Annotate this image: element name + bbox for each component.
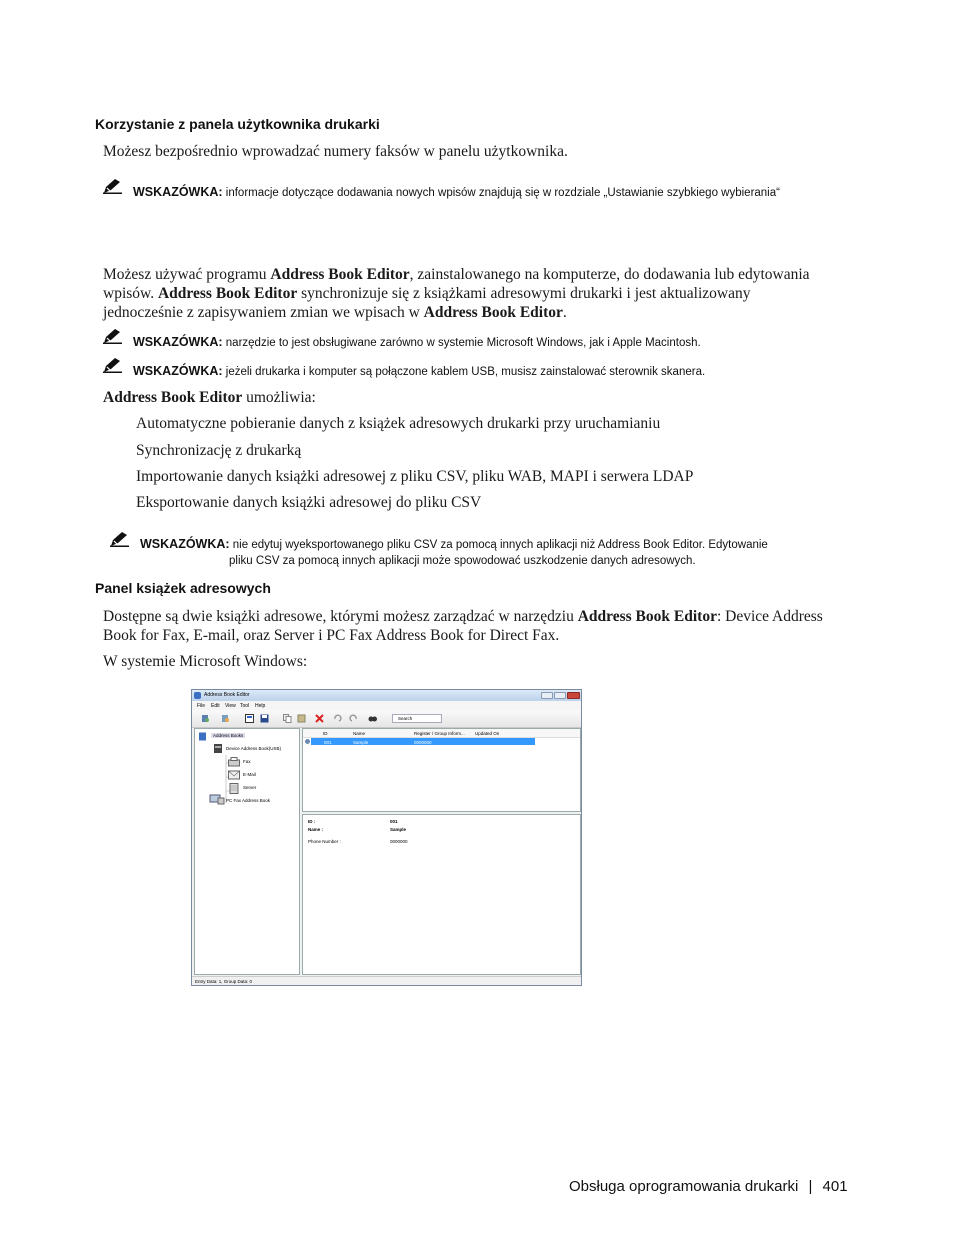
search-input[interactable] <box>392 714 442 723</box>
text: Możesz używać programu <box>103 266 271 283</box>
tree-node-address-books[interactable]: Address Books <box>213 733 244 738</box>
new-group-icon[interactable] <box>221 714 230 723</box>
find-icon[interactable] <box>368 714 377 723</box>
menu-edit[interactable]: Edit <box>211 703 220 709</box>
detail-id-label: ID : <box>308 819 316 824</box>
tree-node-device-address-book[interactable]: Device Address Book(USB) <box>226 746 282 751</box>
product-name: Address Book Editor <box>577 608 717 625</box>
fax-icon <box>228 757 240 767</box>
note-pencil-icon <box>103 357 123 373</box>
printer-icon <box>213 743 223 754</box>
tree-node-fax[interactable]: Fax <box>243 759 251 764</box>
text: : Device Address <box>716 608 823 625</box>
menu-file[interactable]: File <box>197 703 206 709</box>
detail-name-label: Name : <box>308 827 324 832</box>
text: wpisów. <box>103 285 158 302</box>
entry-type-icon <box>304 738 311 745</box>
text: . <box>562 304 567 321</box>
redo-icon[interactable] <box>349 714 358 723</box>
properties-icon[interactable] <box>245 714 254 723</box>
product-name: Address Book Editor <box>103 389 243 406</box>
note <box>140 536 768 553</box>
cell-name: Sample <box>353 739 369 745</box>
new-entry-icon[interactable] <box>201 714 210 723</box>
paragraph-line: Book for Fax, E-mail, oraz Server i PC Fax Address Book for Direct Fax. <box>103 627 560 644</box>
paragraph-line <box>103 303 567 322</box>
text: synchronizuje się z książkami adresowymi drukarki i jest aktualizowany <box>297 285 751 302</box>
column-header-updated[interactable]: Updated On <box>475 730 500 736</box>
section-heading-address-books: Panel książek adresowych <box>95 580 271 596</box>
tree-node-pc-fax-address-book[interactable]: PC Fax Address Book <box>226 798 271 803</box>
note-label: WSKAZÓWKA: <box>133 335 223 349</box>
server-icon <box>228 783 240 794</box>
product-name: Address Book Editor <box>157 285 298 302</box>
column-header-id[interactable]: ID <box>323 730 328 736</box>
detail-phone-value: 0000000 <box>390 839 408 844</box>
paragraph-line: W systemie Microsoft Windows: <box>103 653 308 670</box>
page-number: 401 <box>822 1178 848 1195</box>
table-row[interactable] <box>311 738 535 745</box>
menu-view[interactable]: View <box>225 703 236 709</box>
page-footer <box>569 1178 848 1195</box>
note-label: WSKAZÓWKA: <box>140 537 230 551</box>
menu-bar <box>192 701 581 710</box>
list-header <box>303 729 580 738</box>
cell-id: 001 <box>324 739 332 745</box>
save-icon[interactable] <box>260 714 269 723</box>
footer-title: Obsługa oprogramowania drukarki <box>569 1178 799 1195</box>
app-icon <box>194 692 201 699</box>
address-books-icon <box>198 732 207 741</box>
detail-name-value: Sample <box>390 827 407 832</box>
address-book-tree <box>194 728 300 975</box>
toolbar <box>192 710 581 728</box>
pc-fax-icon <box>209 794 225 805</box>
close-button[interactable] <box>567 692 580 699</box>
features-intro <box>103 388 316 407</box>
paragraph-line <box>103 607 823 626</box>
note <box>133 184 780 201</box>
text: Dostępne są dwie książki adresowe, którymi możesz zarządzać w narzędziu <box>103 608 578 625</box>
paste-icon[interactable] <box>297 714 306 723</box>
cell-register: 0000000 <box>414 739 432 745</box>
note-text: narzędzie to jest obsługiwane zarówno w systemie Microsoft Windows, jak i Apple Macintosh. <box>225 337 701 349</box>
text: , zainstalowanego na komputerze, do dodawania lub edytowania <box>409 266 810 283</box>
menu-tool[interactable]: Tool <box>240 703 250 709</box>
column-header-name[interactable]: Name <box>353 730 366 736</box>
product-name: Address Book Editor <box>423 304 563 321</box>
note <box>133 334 701 351</box>
note-pencil-icon <box>103 328 123 344</box>
copy-icon[interactable] <box>283 714 292 723</box>
paragraph-line <box>103 284 750 303</box>
entry-list <box>302 728 581 812</box>
note-label: WSKAZÓWKA: <box>133 364 223 378</box>
note-text: informacje dotyczące dodawania nowych wpisów znajdują się w rozdziale „Ustawianie szybkiego wybierania“ <box>225 187 780 199</box>
paragraph-line <box>103 265 810 284</box>
undo-icon[interactable] <box>333 714 342 723</box>
status-text: Entry Data: 1, Group Data: 0 <box>195 979 253 984</box>
note-text-continued: pliku CSV za pomocą innych aplikacji może spowodować uszkodzenie danych adresowych. <box>229 555 696 567</box>
list-item: Eksportowanie danych książki adresowej do pliku CSV <box>136 494 482 511</box>
status-bar <box>192 976 581 986</box>
maximize-button[interactable] <box>554 692 566 699</box>
note <box>133 363 705 380</box>
email-icon <box>228 770 240 780</box>
detail-id-value: 001 <box>390 819 398 824</box>
title-bar <box>192 690 581 701</box>
entry-detail-panel <box>302 814 581 975</box>
menu-help[interactable]: Help <box>255 703 266 709</box>
note-text: nie edytuj wyeksportowanego pliku CSV za pomocą innych aplikacji niż Address Book Editor. Edytowanie <box>232 539 768 551</box>
address-book-editor-window <box>191 689 582 986</box>
product-name: Address Book Editor <box>270 266 410 283</box>
column-header-register[interactable]: Register / Group Inform... <box>414 730 465 736</box>
section-heading-panel: Korzystanie z panela użytkownika drukarki <box>95 116 380 132</box>
note-pencil-icon <box>103 178 123 194</box>
text: umożliwia: <box>242 389 316 406</box>
note-text: jeżeli drukarka i komputer są połączone kablem USB, musisz zainstalować sterownik skanera. <box>225 366 706 378</box>
list-item: Automatyczne pobieranie danych z książek adresowych drukarki przy uruchamianiu <box>136 415 661 432</box>
note-pencil-icon <box>110 531 130 547</box>
tree-node-email[interactable]: E-Mail <box>243 772 256 777</box>
window-title: Address Book Editor <box>204 692 250 698</box>
detail-phone-label: Phone Number : <box>308 839 341 844</box>
note-label: WSKAZÓWKA: <box>133 185 223 199</box>
paragraph: Możesz bezpośrednio wprowadzać numery faksów w panelu użytkownika. <box>103 143 568 160</box>
footer-separator: | <box>808 1178 813 1195</box>
list-item: Synchronizację z drukarką <box>136 442 302 459</box>
delete-icon[interactable] <box>315 714 324 723</box>
tree-node-server[interactable]: Server <box>243 785 257 790</box>
search-label: Search <box>398 716 413 721</box>
text: jednocześnie z zapisywaniem zmian we wpisach w <box>103 304 424 321</box>
minimize-button[interactable] <box>541 692 553 699</box>
list-item: Importowanie danych książki adresowej z pliku CSV, pliku WAB, MAPI i serwera LDAP <box>136 468 694 485</box>
